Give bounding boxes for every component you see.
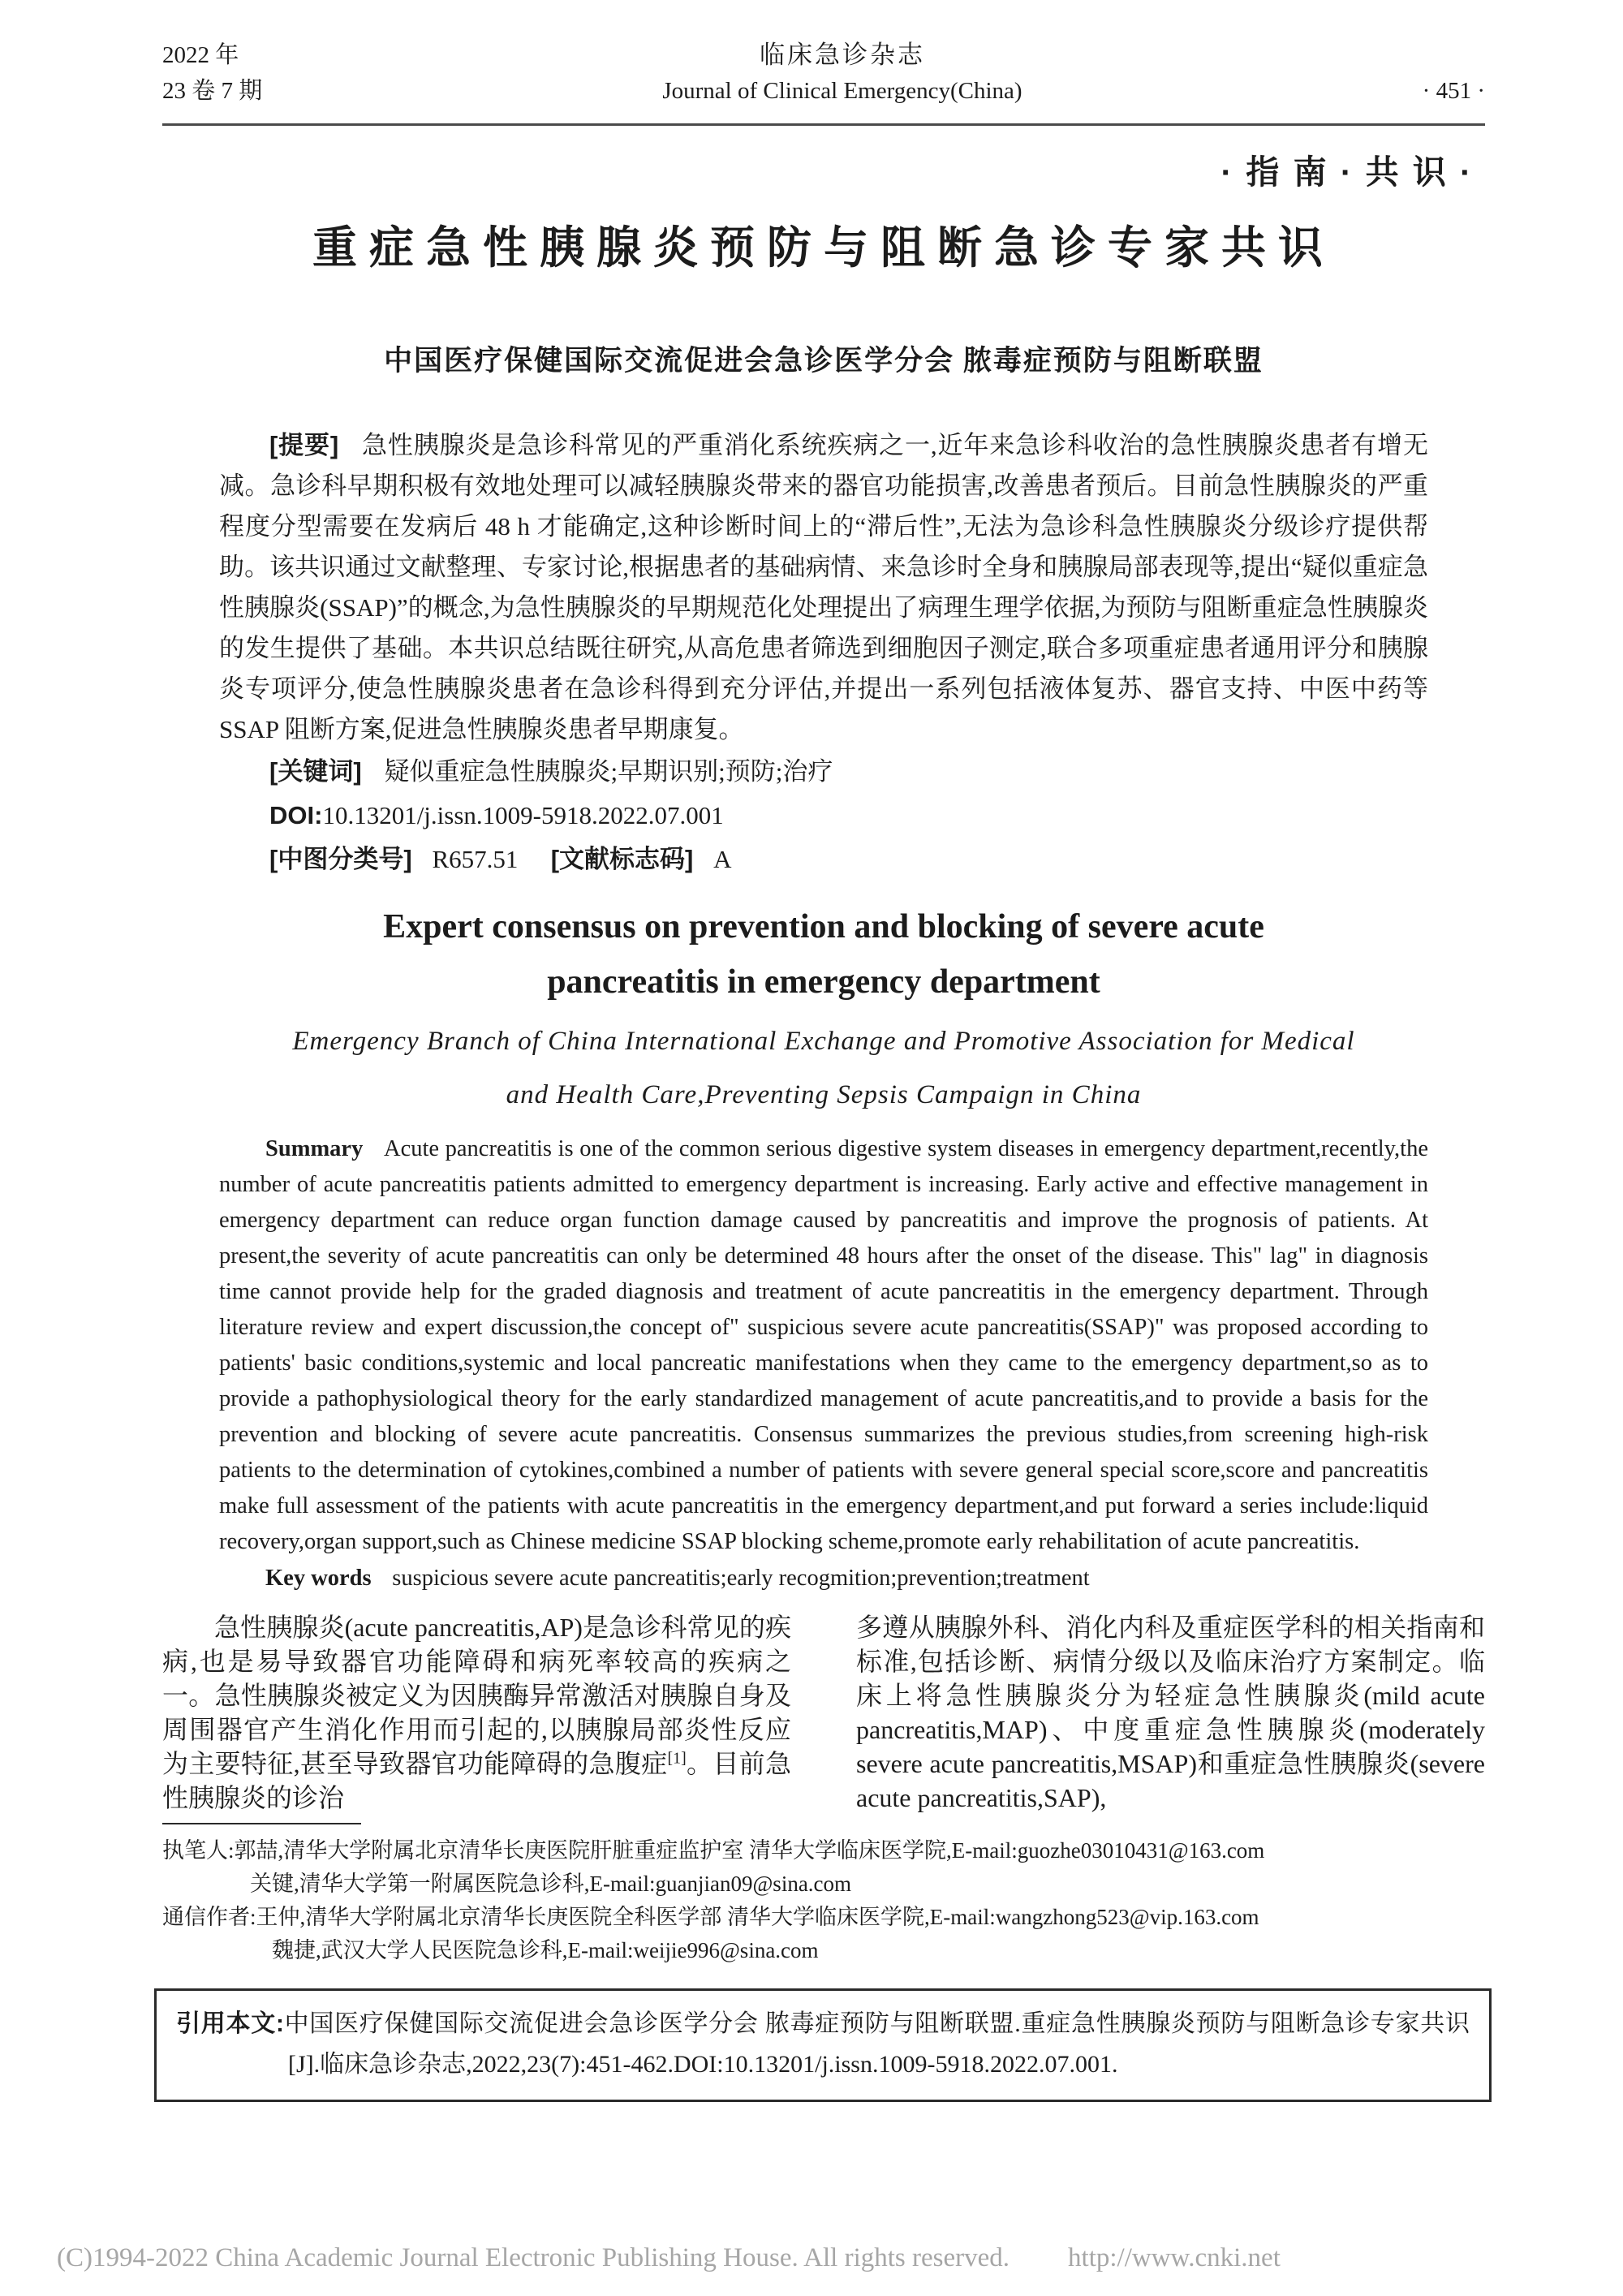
abstract-paragraph [219, 425, 1428, 750]
body-paragraph-right: 多遵从胰腺外科、消化内科及重症医学科的相关指南和标准,包括诊断、病情分级以及临床治疗方案制定。临床上将急性胰腺炎分为轻症急性胰腺炎(mild acute pancreatitis,MAP)、中度重症急性胰腺炎(moderately severe acute pancreatitis,MSAP)和重症急性胰腺炎(severe acute pancreatitis,SAP), [856, 1612, 1485, 1812]
article-org-en-line2: and Health Care,Preventing Sepsis Campaign in China [506, 1079, 1142, 1109]
article-title-cn: 重症急性胰腺炎预防与阻断急诊专家共识 [312, 223, 1335, 274]
keywords-text: 疑似重症急性胰腺炎;早期识别;预防;治疗 [384, 756, 833, 786]
summary-paragraph [219, 1131, 1428, 1560]
body-paragraph-left [162, 1610, 791, 1815]
abstract-block [219, 425, 1428, 881]
summary-text: Acute pancreatitis is one of the common serious digestive system diseases in emergency department,recently,the number of acute pancreatitis patients admitted to emergency department is increasing. Early active and effective management in emergency department can reduce organ function damage caused by pancreatitis and improve the prognosis of patients. At present,the severity of acute pancreatitis can only be determined 48 hours after the onset of the disease. This" lag" in diagnosis time cannot provide help for the graded diagnosis and treatment of acute pancreatitis in the emergency department. Through literature review and expert discussion,the concept of" suspicious severe acute pancreatitis(SSAP)" was proposed according to patients' basic conditions,systemic and local pancreatic manifestations when they came to the emergency department,so as to provide a pathophysiological theory for the early standardized management of acute pancreatitis,and to provide a basis for the prevention and blocking of severe acute pancreatitis. Consensus summarizes the previous studies,from screening high-risk patients to the determination of cytokines,combined a number of patients with severe general special score,score and pancreatitis make full assessment of the patients with acute pancreatitis in the emergency department,and put forward a series include:liquid recovery,organ support,such as Chinese medicine SSAP blocking scheme,promote early rehabilitation of acute pancreatitis. [219, 1135, 1428, 1554]
footnote-correspondents [162, 1901, 1485, 1967]
issue-info [162, 37, 262, 109]
clc-label: [中图分类号] [269, 844, 412, 873]
article-title-en-line2: pancreatitis in emergency department [547, 963, 1100, 1001]
doi-label: DOI: [269, 800, 323, 829]
footnotes [162, 1834, 1485, 1967]
keywords-line [219, 750, 1428, 794]
page-number-text: · 451 · [1422, 78, 1485, 104]
issue-volume: 23 卷 7 期 [162, 78, 263, 104]
footer-copyright: (C)1994-2022 China Academic Journal Electronic Publishing House. All rights reserved. [57, 2243, 1010, 2272]
clc-line [219, 838, 1428, 881]
doi-value: 10.13201/j.issn.1009-5918.2022.07.001 [322, 800, 724, 829]
article-org-en-line1: Emergency Branch of China International Exchange and Promotive Association for Medical [292, 1026, 1355, 1056]
section-label: ·指南·共识· [1220, 153, 1485, 191]
body-columns [162, 1610, 1485, 1815]
journal-name-en: Journal of Clinical Emergency(China) [662, 78, 1022, 104]
abstract-label: [提要] [269, 430, 339, 459]
header-divider [162, 123, 1485, 126]
footnote-author-1: 郭喆,清华大学附属北京清华长庚医院肝脏重症监护室 清华大学临床医学院,E-mail:guozhe03010431@163.com [234, 1837, 1265, 1863]
abstract-text: 急性胰腺炎是急诊科常见的严重消化系统疾病之一,近年来急诊科收治的急性胰腺炎患者有增无减。急诊科早期积极有效地处理可以减轻胰腺炎带来的器官功能损害,改善患者预后。目前急性胰腺炎的严重程度分型需要在发病后 48 h 才能确定,这种诊断时间上的“滞后性”,无法为急诊科急性胰腺炎分级诊疗提供帮助。该共识通过文献整理、专家讨论,根据患者的基础病情、来急诊时全身和胰腺局部表现等,提出“疑似重症急性胰腺炎(SSAP)”的概念,为急性胰腺炎的早期规范化处理提出了病理生理学依据,为预防与阻断重症急性胰腺炎的发生提供了基础。本共识总结既往研究,从高危患者筛选到细胞因子测定,联合多项重症患者通用评分和胰腺炎专项评分,使急性胰腺炎患者在急诊科得到充分评估,并提出一系列包括液体复苏、器官支持、中医中药等 SSAP 阻断方案,促进急性胰腺炎患者早期康复。 [219, 430, 1428, 743]
body-left-text: 急性胰腺炎(acute pancreatitis,AP)是急诊科常见的疾病,也是易导致器官功能障碍和病死率较高的疾病之一。急性胰腺炎被定义为因胰酶异常激活对胰腺自身及周围器官产生消化作用而引起的,以胰腺局部炎性反应为主要特征,甚至导致器官功能障碍的急腹症 [162, 1612, 791, 1778]
footer-url: http://www.cnki.net [1068, 2243, 1281, 2272]
footnote-correspondent-1: 王仲,清华大学附属北京清华长庚医院全科医学部 清华大学临床医学院,E-mail:wangzhong523@vip.163.com [256, 1904, 1259, 1929]
doc-code-value: A [713, 844, 732, 873]
footnote-correspondent-label: 通信作者: [162, 1904, 256, 1929]
body-column-right [856, 1610, 1485, 1815]
footnote-authors-label: 执笔人: [162, 1837, 235, 1863]
keywords-en-text: suspicious severe acute pancreatitis;early recogmition;prevention;treatment [392, 1565, 1090, 1591]
footnote-author-2: 关键,清华大学第一附属医院急诊科,E-mail:guanjian09@sina.com [250, 1871, 852, 1896]
article-title-en [162, 899, 1485, 1010]
issue-year: 2022 年 [162, 42, 239, 68]
summary-block [219, 1131, 1428, 1597]
article-authors-cn: 中国医疗保健国际交流促进会急诊医学分会 脓毒症预防与阻断联盟 [384, 344, 1264, 377]
doc-code-label: [文献标志码] [550, 844, 694, 873]
summary-label: Summary [265, 1135, 364, 1161]
citation-label: 引用本文: [176, 2010, 284, 2037]
citation-text: 中国医疗保健国际交流促进会急诊医学分会 脓毒症预防与阻断联盟.重症急性胰腺炎预防与阻断急诊专家共识[J].临床急诊杂志,2022,23(7):451-462.DOI:10.13201/j.issn.1009-5918.2022.07.001. [283, 2010, 1470, 2078]
page-header [162, 37, 1485, 109]
citation-text-wrap [176, 2004, 1470, 2085]
reference-marker: [1] [667, 1748, 687, 1767]
body-left-text-cont: 。目前急性胰腺炎的诊治 [162, 1748, 791, 1812]
article-org-en [162, 1014, 1485, 1122]
footnote-divider [162, 1823, 361, 1824]
article-title-en-line1: Expert consensus on prevention and blocking of severe acute [383, 907, 1264, 946]
footnote-authors [162, 1834, 1485, 1901]
keywords-label: [关键词] [269, 756, 362, 786]
keywords-en-line [219, 1560, 1428, 1597]
keywords-en-label: Key words [265, 1565, 372, 1591]
clc-value: R657.51 [432, 844, 519, 873]
doi-line [219, 794, 1428, 838]
footnote-correspondent-2: 魏捷,武汉大学人民医院急诊科,E-mail:weijie996@sina.com [272, 1937, 819, 1962]
body-column-left [162, 1610, 791, 1815]
journal-name-cn: 临床急诊杂志 [759, 41, 925, 69]
cnki-footer [57, 2243, 1281, 2273]
citation-box [154, 1988, 1492, 2102]
page-number [1423, 37, 1485, 109]
journal-name [662, 37, 1022, 109]
